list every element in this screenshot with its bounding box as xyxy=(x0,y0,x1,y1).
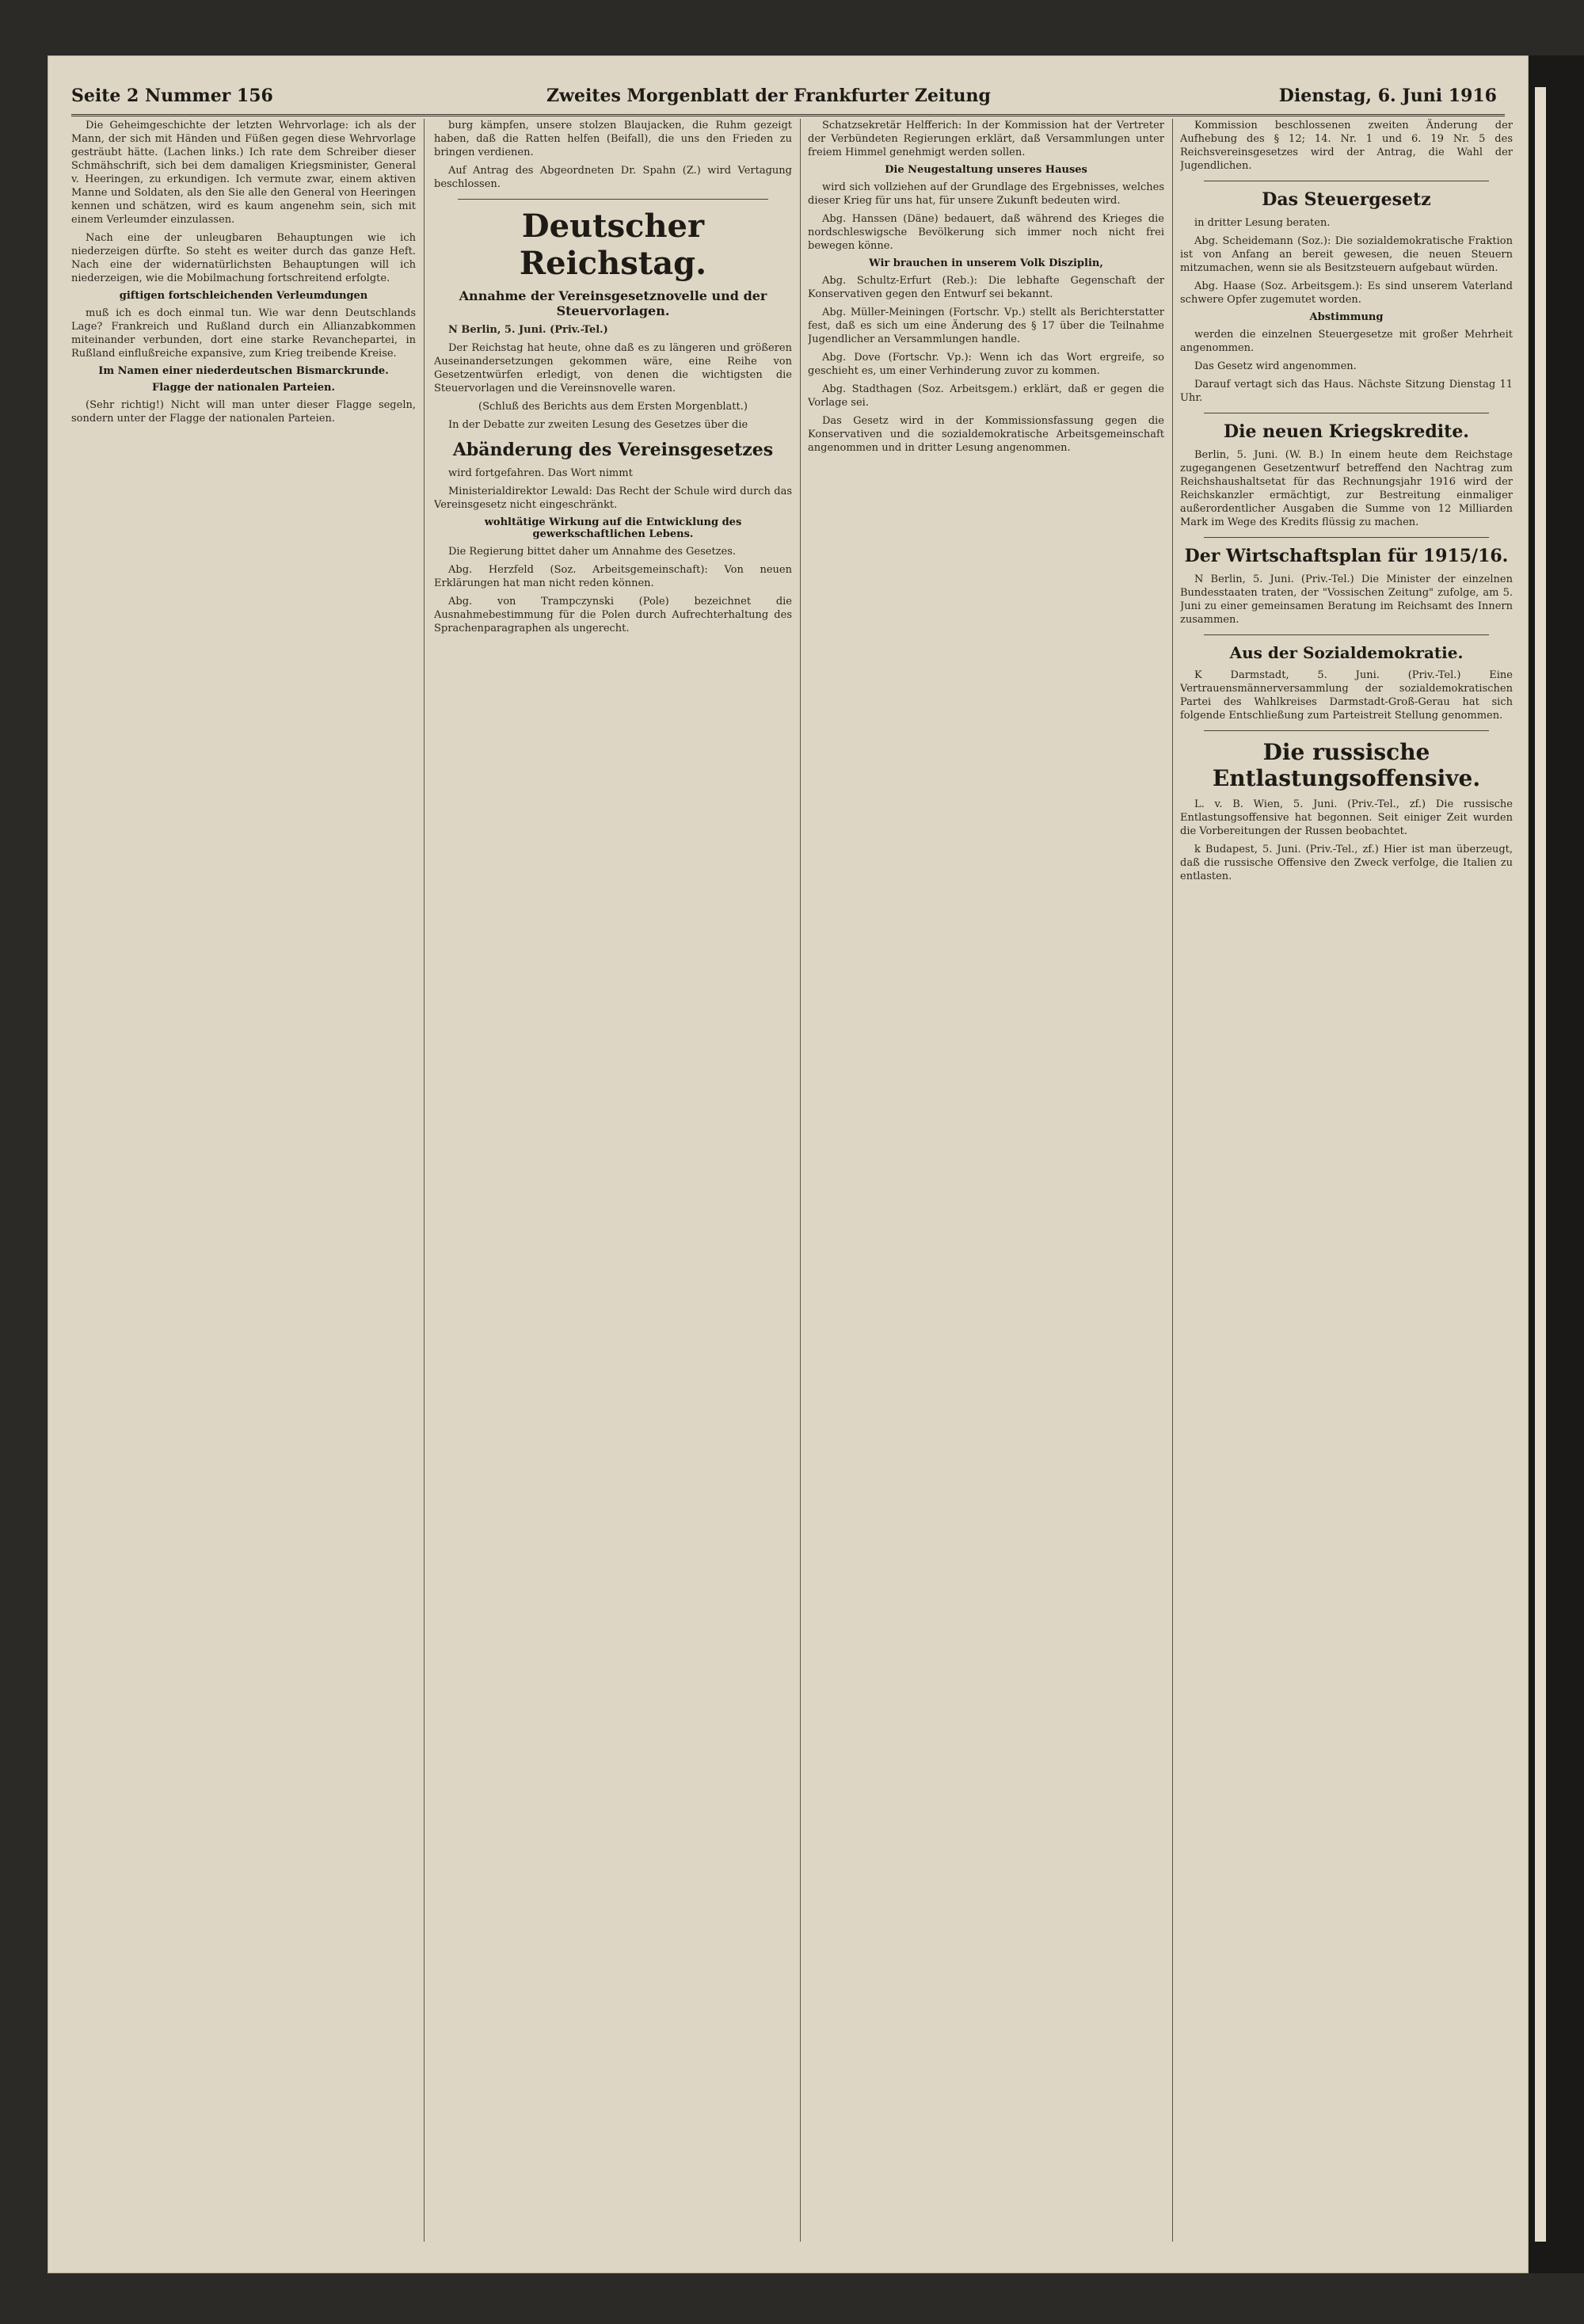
paragraph: muß ich es doch einmal tun. Wie war denn Deutschlands Lage? Frankreich und Rußland durch ein Allianzabkommen miteinander verbunden, dort eine starke Revanchepartei, in Rußland einflußreiche expansive, zum Krieg treibende Kreise. xyxy=(71,307,416,360)
paragraph: in dritter Lesung beraten. xyxy=(1194,217,1331,229)
column-rule xyxy=(800,119,801,2242)
section-subtitle: Annahme der Vereinsgesetznovelle und der Steuervorlagen. xyxy=(459,288,767,318)
column-4 xyxy=(1180,119,1513,2250)
section-title: Der Wirtschaftsplan für 1915/16. xyxy=(1184,546,1509,566)
subheading: wohltätige Wirkung auf die Entwicklung des gewerkschaftlichen Lebens. xyxy=(484,516,742,540)
section-title: Aus der Sozialdemokratie. xyxy=(1229,643,1464,662)
paragraph: Schatzsekretär Helfferich: In der Kommission hat der Vertreter der Verbündeten Regierungen erklärt, daß Versammlungen unter freiem Himmel genehmigt werden sollen. xyxy=(808,120,1164,158)
paragraph: k Budapest, 5. Juni. (Priv.-Tel., zf.) Hier ist man überzeugt, daß die russische Offensive den Zweck verfolge, die Italien zu entlasten. xyxy=(1180,844,1513,882)
dateline: N Berlin, 5. Juni. (Priv.-Tel.) xyxy=(448,324,608,336)
paragraph: Auf Antrag des Abgeordneten Dr. Spahn (Z.) wird Vertagung beschlossen. xyxy=(434,165,792,190)
paragraph: Ministerialdirektor Lewald: Das Recht der Schule wird durch das Vereinsgesetz nicht eingeschränkt. xyxy=(434,486,792,511)
paragraph: wird fortgefahren. Das Wort nimmt xyxy=(448,467,633,479)
subsection-title: Abänderung des Vereinsgesetzes xyxy=(452,440,774,460)
paragraph: Berlin, 5. Juni. (W. B.) In einem heute dem Reichstage zugegangenen Gesetzentwurf betreffend den Nachtrag zum Reichshaushaltsetat für das Rechnungsjahr 1916 wird der Reichskanzler ermächtigt, zur Bestreitung einmaliger außerordentlicher Ausgaben die Summe von 12 Milliarden Mark im Wege des Kredits flüssig zu machen. xyxy=(1180,449,1513,528)
paragraph: N Berlin, 5. Juni. (Priv.-Tel.) Die Minister der einzelnen Bundesstaaten traten, der "Vossischen Zeitung" zufolge, am 5. Juni zu einer gemeinsamen Beratung im Reichsamt des Innern zusammen. xyxy=(1180,573,1513,626)
paragraph: Abg. Hanssen (Däne) bedauert, daß während des Krieges die nordschleswigsche Bevölkerung sich immer noch nicht frei bewegen könne. xyxy=(808,213,1164,252)
paragraph: Abg. Müller-Meiningen (Fortschr. Vp.) stellt als Berichterstatter fest, daß es sich um eine Änderung des § 17 über die Teilnahme Jugendlicher an Versammlungen handle. xyxy=(808,307,1164,345)
paragraph: Abg. Haase (Soz. Arbeitsgem.): Es sind unserem Vaterland schwere Opfer zugemutet worden. xyxy=(1180,280,1513,306)
paragraph: Das Gesetz wird in der Kommissionsfassung gegen die Konservativen und die sozialdemokratische Arbeitsgemeinschaft angenommen und in dritter Lesung angenommen. xyxy=(808,415,1164,454)
page-edge-strip xyxy=(1529,55,1584,2273)
paragraph: Abg. Herzfeld (Soz. Arbeitsgemeinschaft): Von neuen Erklärungen hat man nicht reden können. xyxy=(434,564,792,589)
paragraph: L. v. B. Wien, 5. Juni. (Priv.-Tel., zf.) Die russische Entlastungsoffensive hat begonnen. Seit einiger Zeit wurden die Vorbereitungen der Russen beobachtet. xyxy=(1180,798,1513,837)
paragraph: Abg. Scheidemann (Soz.): Die sozialdemokratische Fraktion ist von Anfang an bereit gewesen, die neuen Steuern mitzumachen, wenn sie als Besitzsteuern aufgebaut würden. xyxy=(1180,235,1513,274)
header-left: Seite 2 Nummer 156 xyxy=(71,86,273,106)
divider xyxy=(1204,634,1489,635)
page-edge-sliver xyxy=(1535,87,1546,2242)
paragraph: Abg. von Trampczynski (Pole) bezeichnet die Ausnahmebestimmung für die Polen durch Aufrechterhaltung des Sprachenparagraphen als ungerecht. xyxy=(434,596,792,634)
section-title: Deutscher Reichstag. xyxy=(519,208,707,282)
paragraph: Der Reichstag hat heute, ohne daß es zu längeren und größeren Auseinandersetzungen gekommen wäre, eine Reihe von Gesetzentwürfen erledigt, von denen die wichtigsten die Steuervorlagen und die Vereinsnovelle waren. xyxy=(434,342,792,394)
column-rule xyxy=(424,119,425,2242)
column-1 xyxy=(71,119,416,2250)
paragraph: Die Regierung bittet daher um Annahme des Gesetzes. xyxy=(448,546,737,558)
subheading: Wir brauchen in unserem Volk Disziplin, xyxy=(869,257,1103,269)
paragraph: Abg. Stadthagen (Soz. Arbeitsgem.) erklärt, daß er gegen die Vorlage sei. xyxy=(808,383,1164,409)
paragraph: Nach eine der unleugbaren Behauptungen wie ich niederzeigen dürfte. So steht es weiter durch das ganze Heft. Nach eine der widernatürlichsten Behauptungen will ich niederzeigen, wie die Mobilmachung fortschreitend erfolgte. xyxy=(71,232,416,284)
paragraph: In der Debatte zur zweiten Lesung des Gesetzes über die xyxy=(448,419,748,431)
paragraph: Abg. Schultz-Erfurt (Reb.): Die lebhafte Gegenschaft der Konservativen gegen den Entwurf sei bekannt. xyxy=(808,275,1164,300)
subheading: Im Namen einer niederdeutschen Bismarckrunde. xyxy=(98,365,389,377)
paragraph: K Darmstadt, 5. Juni. (Priv.-Tel.) Eine Vertrauensmännerversammlung der sozialdemokratischen Partei des Wahlkreises Darmstadt-Groß-Gerau hat sich folgende Entschließung zum Parteistreit Stellung genommen. xyxy=(1180,669,1513,722)
column-2 xyxy=(434,119,792,2250)
subheading: Die Neugestaltung unseres Hauses xyxy=(885,164,1087,176)
paragraph: burg kämpfen, unsere stolzen Blaujacken, die Ruhm gezeigt haben, daß die Ratten helfen (Beifall), die uns den Frieden zu bringen verdienen. xyxy=(434,120,792,158)
paragraph: werden die einzelnen Steuergesetze mit großer Mehrheit angenommen. xyxy=(1180,329,1513,354)
paragraph: Darauf vertagt sich das Haus. Nächste Sitzung Dienstag 11 Uhr. xyxy=(1180,379,1513,404)
paragraph: Das Gesetz wird angenommen. xyxy=(1194,360,1357,372)
header-right: Dienstag, 6. Juni 1916 xyxy=(1278,86,1497,106)
header-center: Zweites Morgenblatt der Frankfurter Zeitung xyxy=(546,86,991,106)
divider xyxy=(458,199,768,200)
paragraph: Die Geheimgeschichte der letzten Wehrvorlage: ich als der Mann, der sich mit Händen und Füßen gegen diese Wehrvorlage gesträubt hätte. (Lachen links.) Ich rate dem Schreiber dieser Schmähschrift, sich bei dem damaligen Kriegsminister, General v. Heeringen, zu erkundigen. Ich vermute zwar, einem aktiven Manne und Soldaten, als den Sie alle den General von Heeringen kennen und schätzen, wird es kaum angenehm sein, sich mit einem Verleumder einzulassen. xyxy=(71,120,416,226)
subheading: Flagge der nationalen Parteien. xyxy=(151,382,336,394)
column-3 xyxy=(808,119,1164,2250)
paragraph: Kommission beschlossenen zweiten Änderung der Aufhebung des § 12; 14. Nr. 1 und 6. 19 Nr. 5 des Reichsvereinsgesetzes wird der Antrag, die Wahl der Jugendlichen. xyxy=(1180,120,1513,172)
paragraph: wird sich vollziehen auf der Grundlage des Ergebnisses, welches dieser Krieg für uns hat, für unsere Zukunft bedeuten wird. xyxy=(808,181,1164,207)
paragraph: (Schluß des Berichts aus dem Ersten Morgenblatt.) xyxy=(478,401,748,413)
subheading: giftigen fortschleichenden Verleumdungen xyxy=(119,290,368,302)
paragraph: (Sehr richtig!) Nicht will man unter dieser Flagge segeln, sondern unter der Flagge der nationalen Parteien. xyxy=(71,399,416,425)
section-title: Die neuen Kriegskredite. xyxy=(1224,421,1469,442)
divider xyxy=(1204,537,1489,538)
subheading: Abstimmung xyxy=(1309,311,1384,323)
column-rule xyxy=(1172,119,1173,2242)
page-header xyxy=(71,82,1505,116)
section-title: Das Steuergesetz xyxy=(1262,189,1431,210)
paragraph: Abg. Dove (Fortschr. Vp.): Wenn ich das Wort ergreife, so geschieht es, um einer Verhinderung zuvor zu kommen. xyxy=(808,352,1164,377)
section-title: Die russische Entlastungsoffensive. xyxy=(1212,739,1481,791)
divider xyxy=(1204,730,1489,731)
